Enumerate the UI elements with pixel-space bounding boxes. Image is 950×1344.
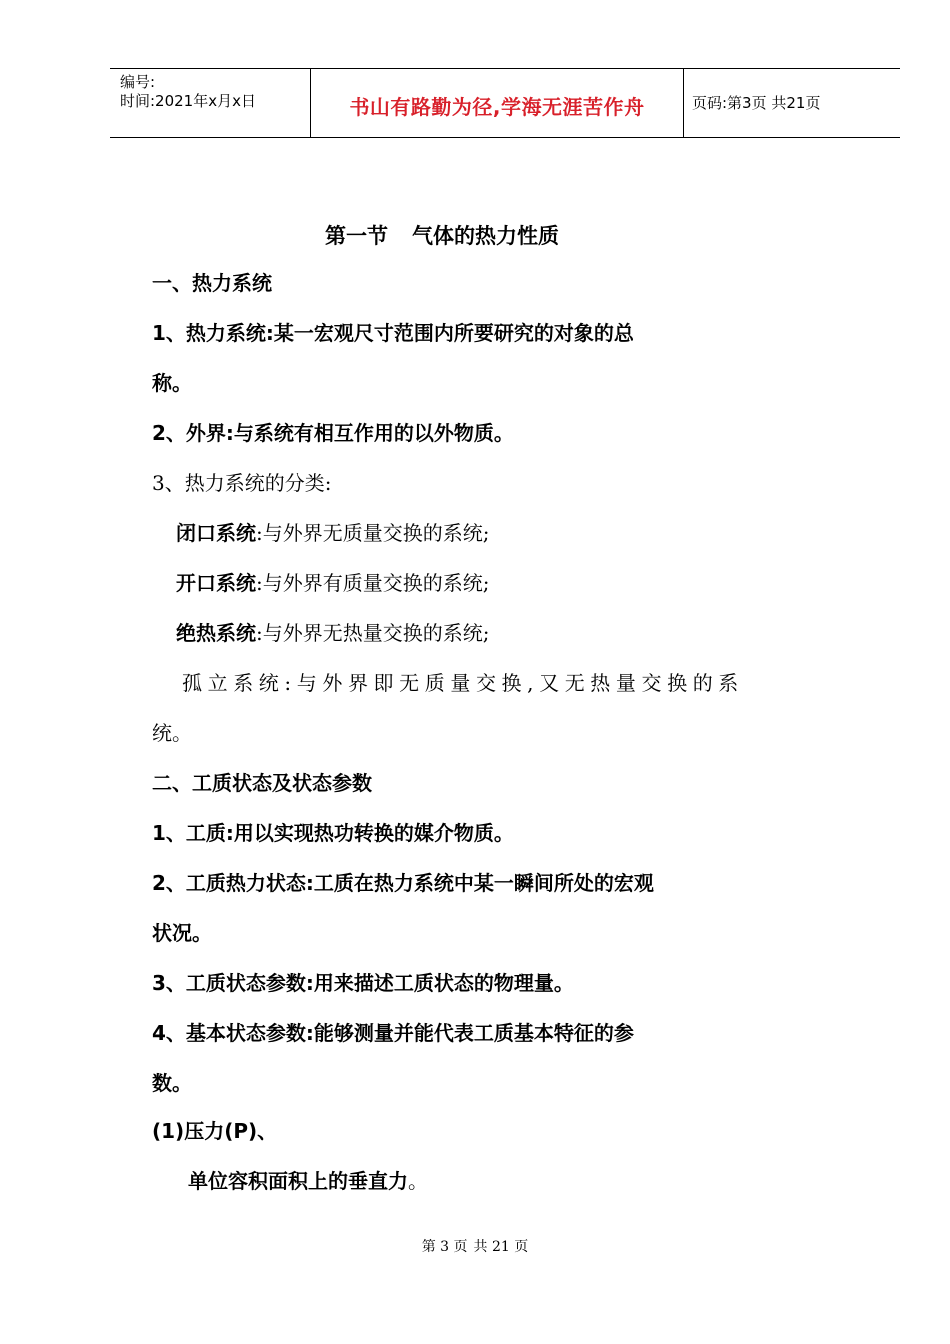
definition-basic-parameters-cont: 数。 xyxy=(152,1071,192,1095)
heading-working-fluid: 二、工质状态及状态参数 xyxy=(152,771,372,795)
section-number: 第一节 xyxy=(325,224,388,248)
definition-thermal-state-cont: 状况。 xyxy=(152,921,212,945)
definition-thermal-state: 2、工质热力状态:工质在热力系统中某一瞬间所处的宏观 xyxy=(152,871,654,895)
definition-working-fluid xyxy=(152,820,514,846)
footer-page-number: 第 3 页 xyxy=(421,1239,468,1255)
heading-thermal-system: 一、热力系统 xyxy=(152,271,272,295)
pressure-definition-end: 。 xyxy=(408,1169,428,1193)
isolated-system-item-cont: 统。 xyxy=(152,721,192,745)
section-name: 气体的热力性质 xyxy=(412,224,559,248)
adiabatic-system-item xyxy=(176,620,489,646)
number-label: 编号: xyxy=(120,73,156,91)
open-system-desc: :与外界有质量交换的系统; xyxy=(256,571,490,595)
header-page-cell xyxy=(684,69,900,137)
header-page-info: 页码:第3页 共21页 xyxy=(692,94,821,112)
working-fluid-term: 1、工质 xyxy=(152,821,226,845)
adiabatic-system-desc: :与外界无热量交换的系统; xyxy=(256,621,490,645)
section-title xyxy=(0,220,884,250)
pressure-definition xyxy=(188,1168,428,1194)
definition-surroundings: 2、外界:与系统有相互作用的以外物质。 xyxy=(152,421,514,445)
isolated-system-item: 孤立系统:与外界即无质量交换,又无热量交换的系 xyxy=(182,671,744,695)
adiabatic-system-term: 绝热系统 xyxy=(176,621,256,645)
definition-basic-parameters: 4、基本状态参数:能够测量并能代表工质基本特征的参 xyxy=(152,1021,634,1045)
header-meta-cell xyxy=(110,69,311,137)
header-motto-cell xyxy=(311,69,684,137)
classification-heading: 3、热力系统的分类: xyxy=(152,471,332,495)
definition-state-parameters: 3、工质状态参数:用来描述工质状态的物理量。 xyxy=(152,971,574,995)
open-system-term: 开口系统 xyxy=(176,571,256,595)
open-system-item xyxy=(176,570,489,596)
page-footer xyxy=(0,1236,950,1256)
pressure-heading: (1)压力(P)、 xyxy=(152,1119,278,1143)
time-label: 时间:2021年x月x日 xyxy=(120,92,256,110)
closed-system-term: 闭口系统 xyxy=(176,521,256,545)
definition-thermal-system-cont: 称。 xyxy=(152,371,192,395)
closed-system-item xyxy=(176,520,489,546)
footer-total-pages: 共 21 页 xyxy=(473,1239,529,1255)
working-fluid-desc: :用以实现热功转换的媒介物质。 xyxy=(225,821,514,845)
pressure-definition-text: 单位容积面积上的垂直力 xyxy=(188,1169,408,1193)
closed-system-desc: :与外界无质量交换的系统; xyxy=(256,521,490,545)
document-header xyxy=(110,68,900,138)
definition-thermal-system: 1、热力系统:某一宏观尺寸范围内所要研究的对象的总 xyxy=(152,321,634,345)
motto-text: 书山有路勤为径,学海无涯苦作舟 xyxy=(349,95,645,119)
